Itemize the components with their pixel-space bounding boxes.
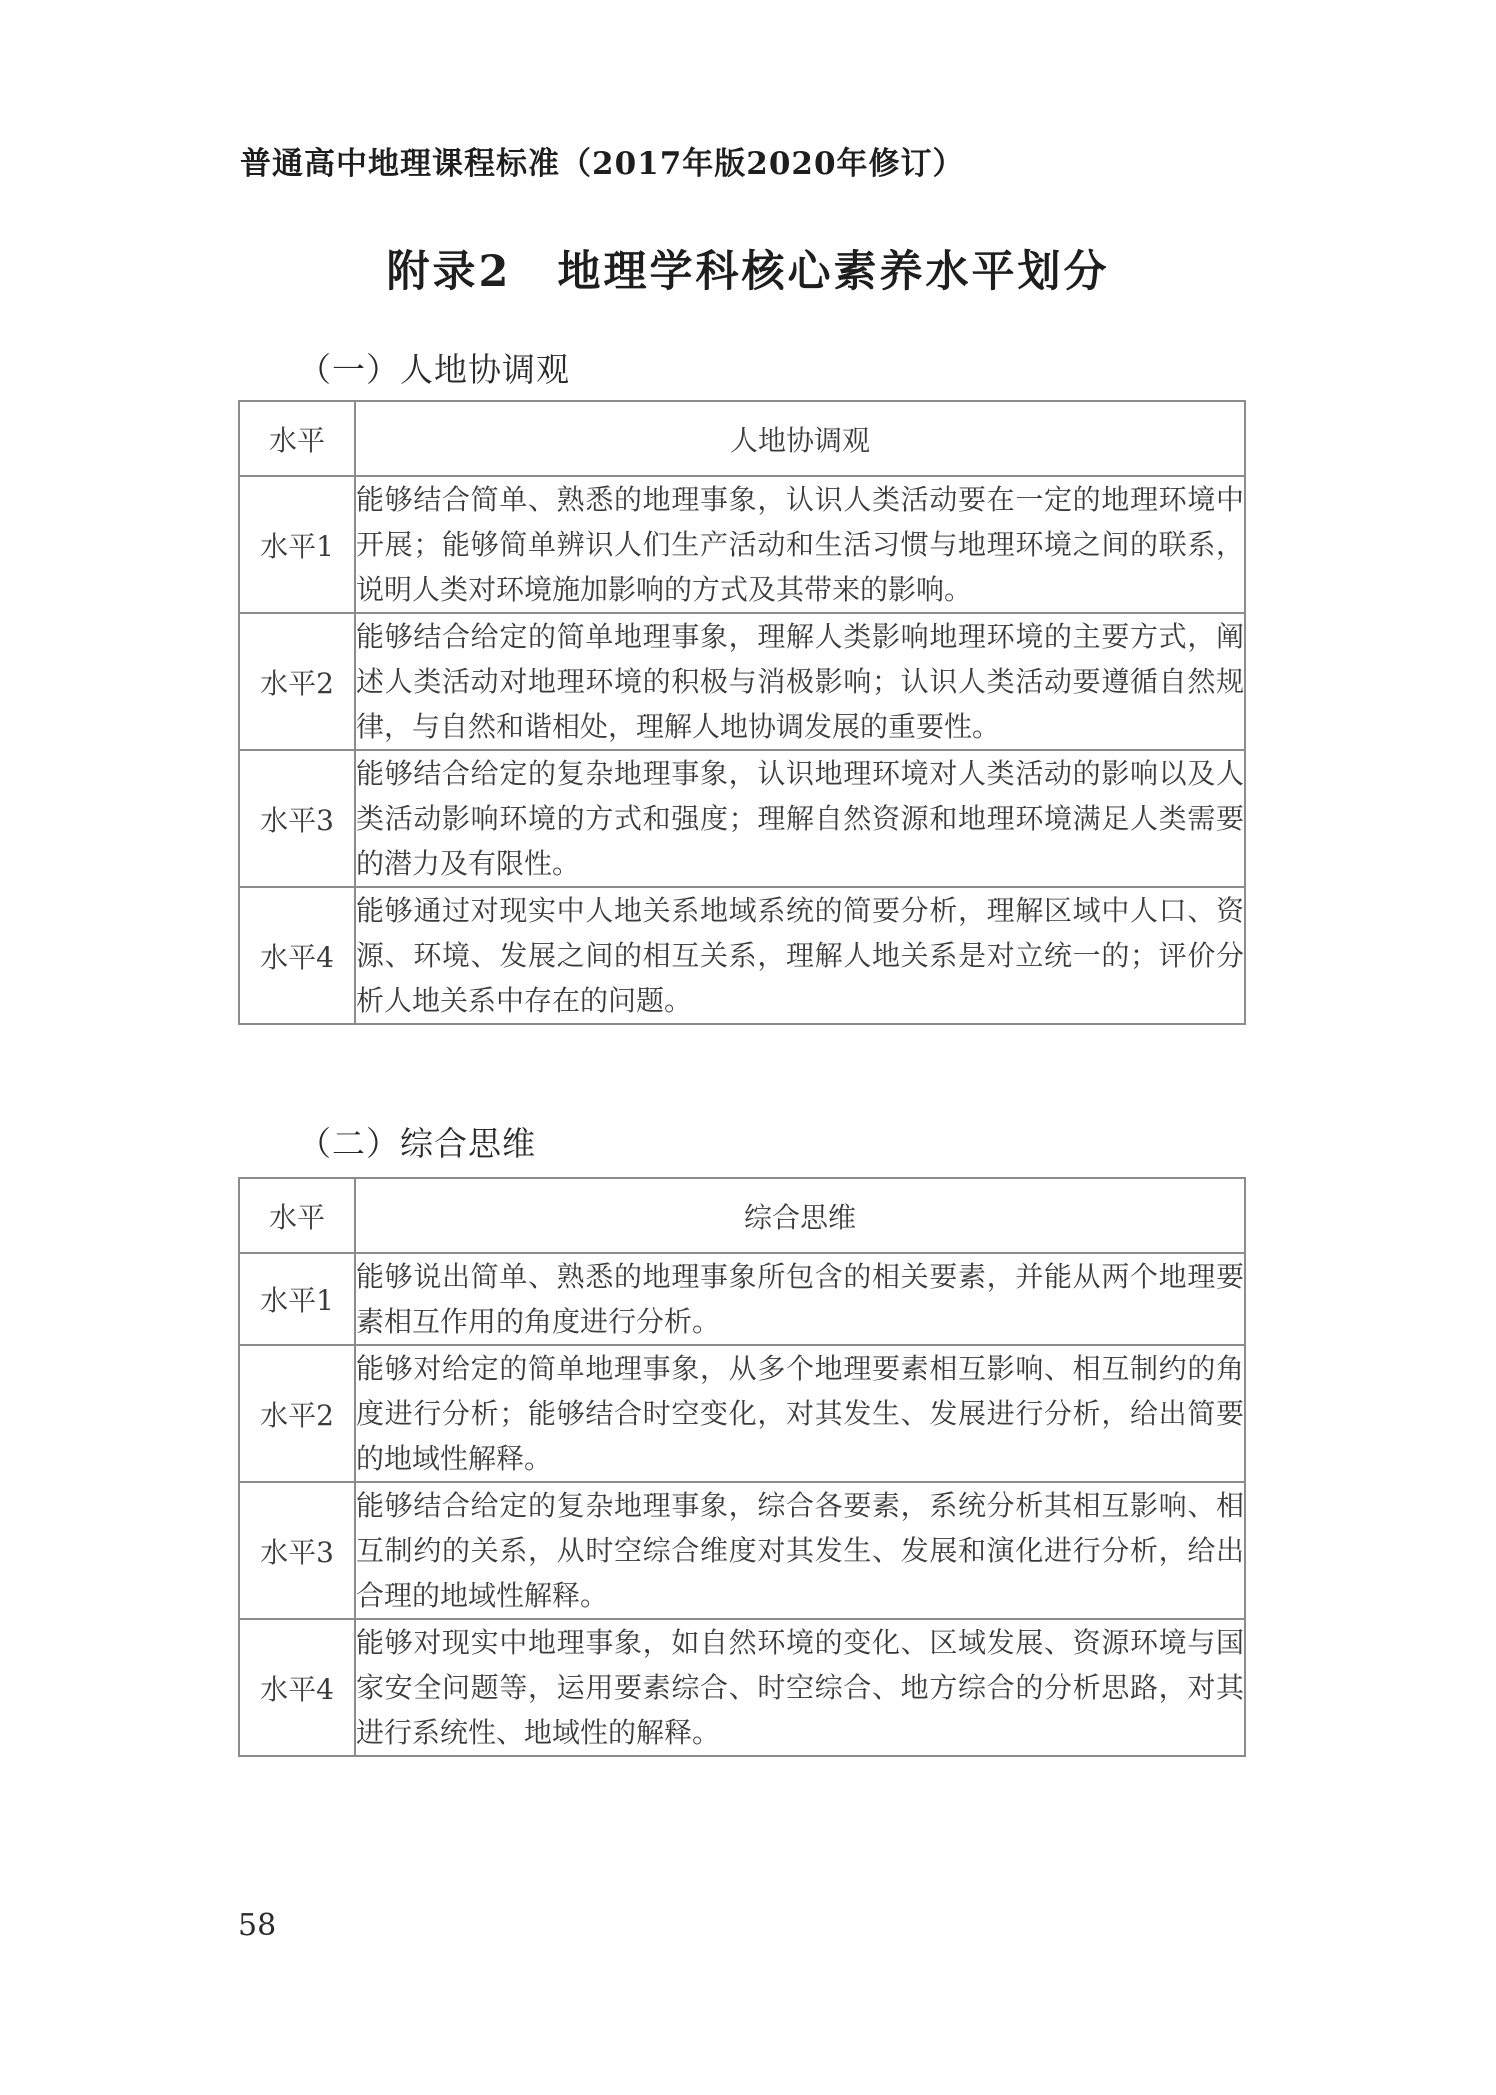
header-content-cell: 人地协调观 bbox=[355, 401, 1245, 476]
level-cell: 水平3 bbox=[239, 1482, 355, 1619]
table-row bbox=[239, 1345, 1245, 1482]
table-row bbox=[239, 613, 1245, 750]
section-heading-integrated-thinking: （二）综合思维 bbox=[298, 1124, 536, 1163]
section-heading-human-earth: （一）人地协调观 bbox=[298, 350, 570, 389]
description-cell: 能够结合简单、熟悉的地理事象，认识人类活动要在一定的地理环境中开展；能够简单辨识人们生产活动和生活习惯与地理环境之间的联系，说明人类对环境施加影响的方式及其带来的影响。 bbox=[355, 476, 1245, 613]
table-header-row bbox=[239, 1178, 1245, 1253]
page-number: 58 bbox=[238, 1908, 277, 1943]
description-cell: 能够结合给定的复杂地理事象，综合各要素，系统分析其相互影响、相互制约的关系，从时空综合维度对其发生、发展和演化进行分析，给出合理的地域性解释。 bbox=[355, 1482, 1245, 1619]
appendix-title: 附录2 地理学科核心素养水平划分 bbox=[386, 247, 1110, 297]
table-human-earth-coordination bbox=[238, 400, 1246, 1025]
description-cell: 能够说出简单、熟悉的地理事象所包含的相关要素，并能从两个地理要素相互作用的角度进行分析。 bbox=[355, 1253, 1245, 1345]
running-header: 普通高中地理课程标准（2017年版2020年修订） bbox=[240, 146, 965, 182]
description-cell: 能够对给定的简单地理事象，从多个地理要素相互影响、相互制约的角度进行分析；能够结合时空变化，对其发生、发展进行分析，给出简要的地域性解释。 bbox=[355, 1345, 1245, 1482]
table-row bbox=[239, 750, 1245, 887]
level-cell: 水平2 bbox=[239, 613, 355, 750]
level-cell: 水平1 bbox=[239, 476, 355, 613]
level-cell: 水平3 bbox=[239, 750, 355, 887]
header-level-cell: 水平 bbox=[239, 401, 355, 476]
level-cell: 水平4 bbox=[239, 887, 355, 1024]
description-cell: 能够结合给定的简单地理事象，理解人类影响地理环境的主要方式，阐述人类活动对地理环境的积极与消极影响；认识人类活动要遵循自然规律，与自然和谐相处，理解人地协调发展的重要性。 bbox=[355, 613, 1245, 750]
table-row bbox=[239, 1482, 1245, 1619]
level-cell: 水平4 bbox=[239, 1619, 355, 1756]
header-content-cell: 综合思维 bbox=[355, 1178, 1245, 1253]
level-cell: 水平2 bbox=[239, 1345, 355, 1482]
table-row bbox=[239, 1253, 1245, 1345]
table-row bbox=[239, 476, 1245, 613]
level-cell: 水平1 bbox=[239, 1253, 355, 1345]
description-cell: 能够对现实中地理事象，如自然环境的变化、区域发展、资源环境与国家安全问题等，运用要素综合、时空综合、地方综合的分析思路，对其进行系统性、地域性的解释。 bbox=[355, 1619, 1245, 1756]
description-cell: 能够通过对现实中人地关系地域系统的简要分析，理解区域中人口、资源、环境、发展之间的相互关系，理解人地关系是对立统一的；评价分析人地关系中存在的问题。 bbox=[355, 887, 1245, 1024]
table-header-row bbox=[239, 401, 1245, 476]
table-row bbox=[239, 1619, 1245, 1756]
table-integrated-thinking bbox=[238, 1177, 1246, 1757]
description-cell: 能够结合给定的复杂地理事象，认识地理环境对人类活动的影响以及人类活动影响环境的方式和强度；理解自然资源和地理环境满足人类需要的潜力及有限性。 bbox=[355, 750, 1245, 887]
table-row bbox=[239, 887, 1245, 1024]
header-level-cell: 水平 bbox=[239, 1178, 355, 1253]
